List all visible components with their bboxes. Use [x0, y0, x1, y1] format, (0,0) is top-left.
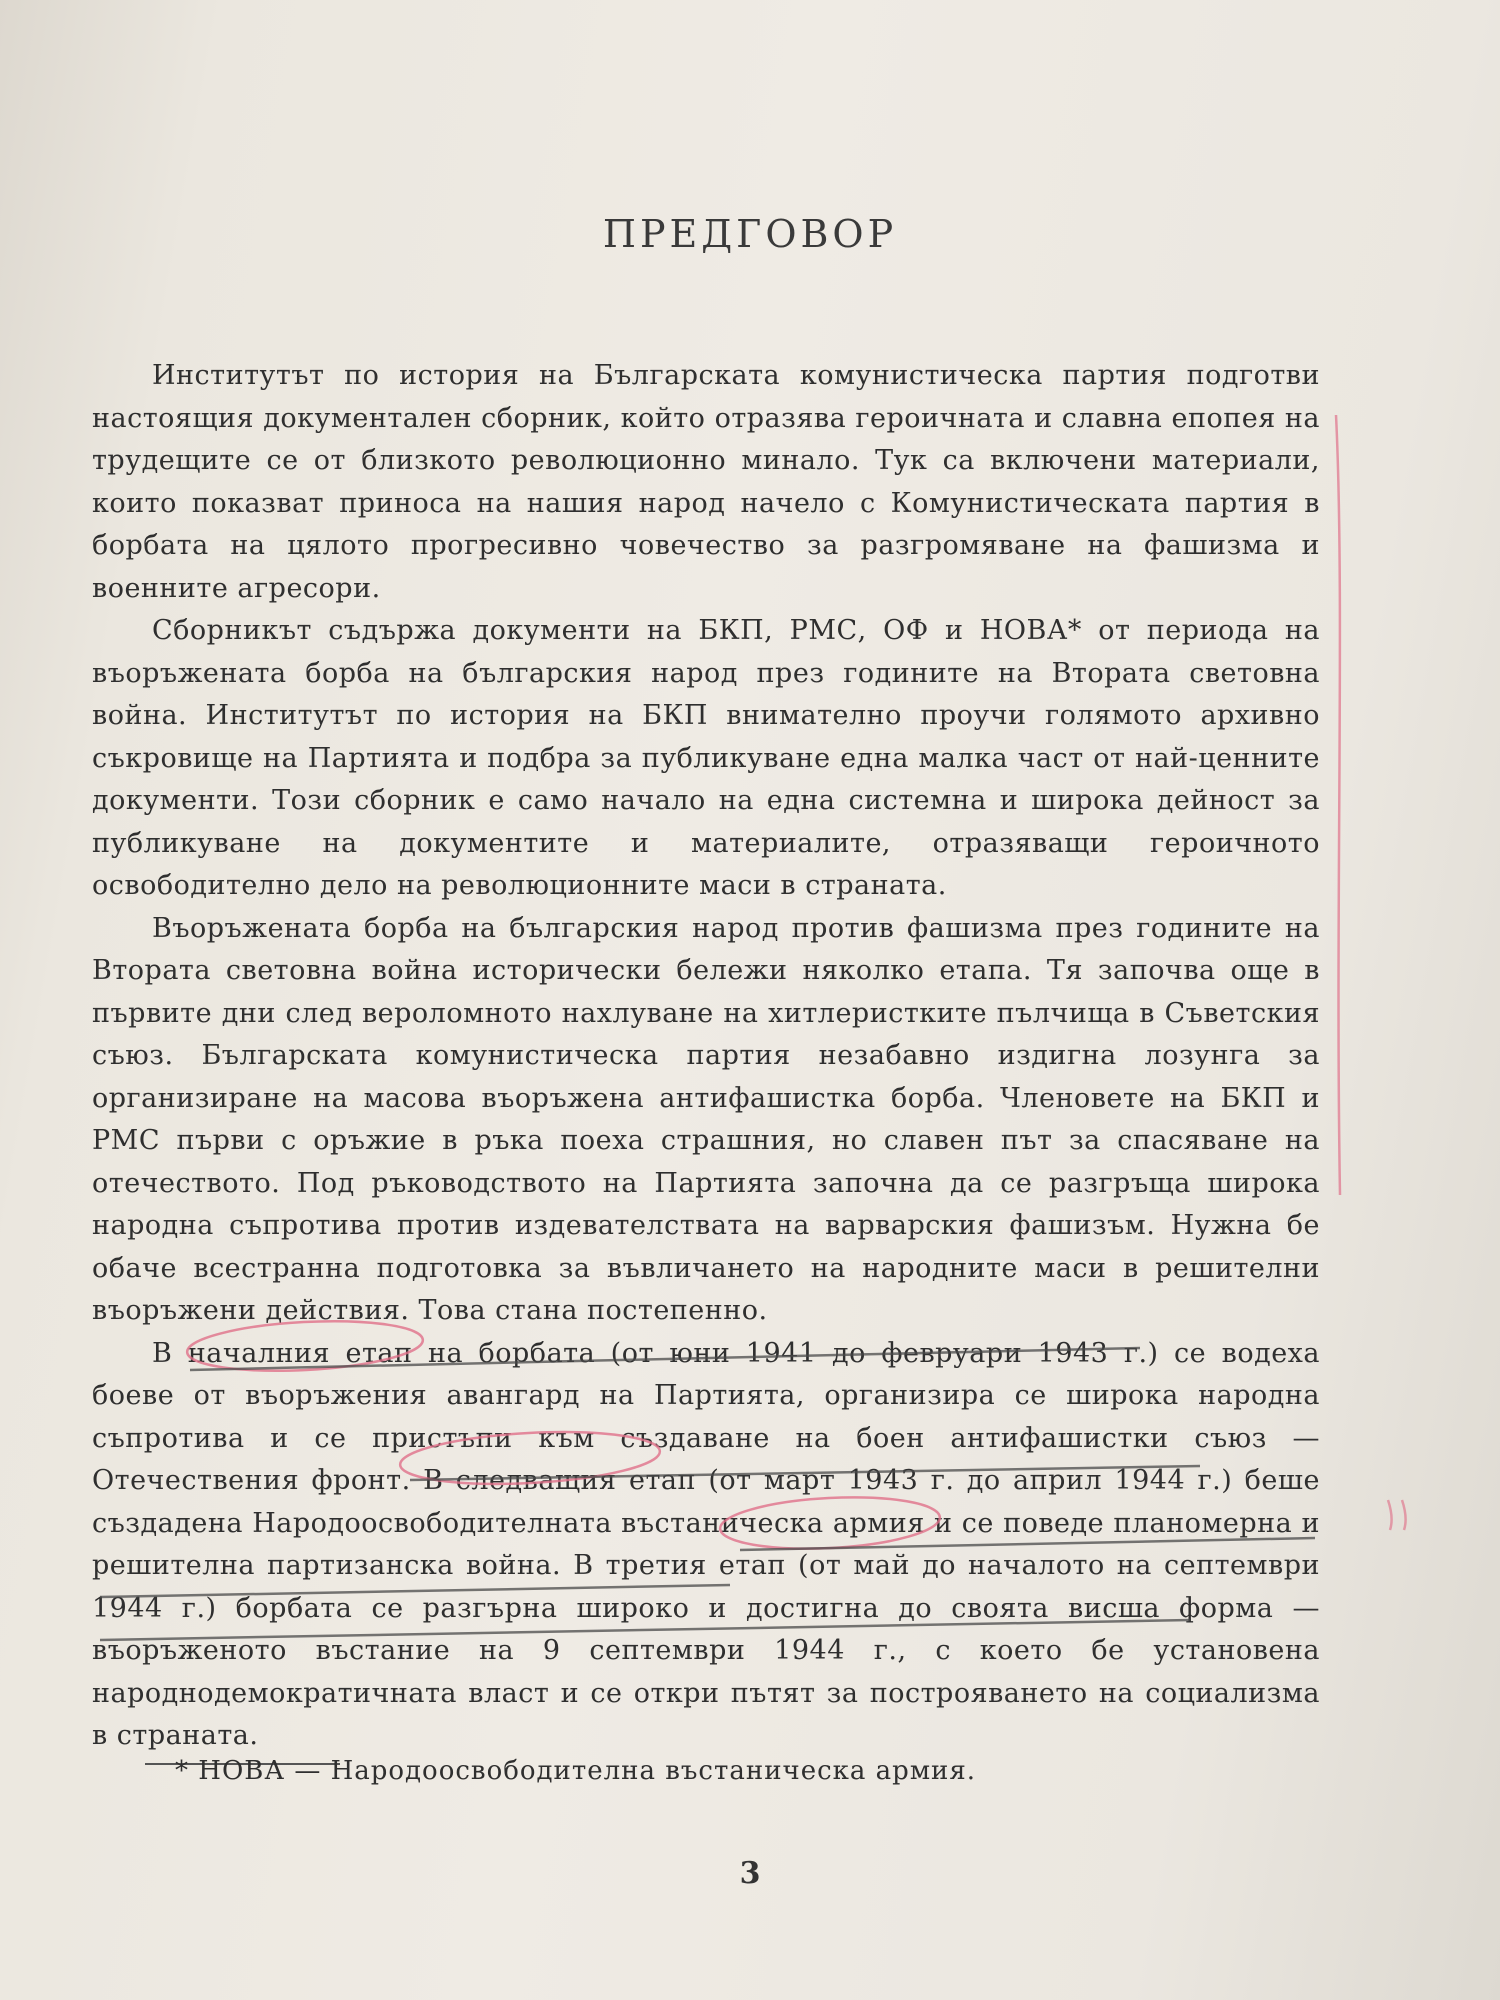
paragraph-1: Институтът по история на Българската комунистическа партия подготви настоящия документален сборник, който отразява героичната и славна епопея на трудещите се от близкото революционно минало. Тук са включени материали, които показват приноса на нашия народ начело с Комунистическата партия в борбата на цялото прогресивно човечество за разгромяване на фашизма и военните агресори.	[92, 360, 1320, 604]
page-number: 3	[739, 1856, 761, 1891]
paragraph-4: В началния етап на борбата (от юни 1941 до февруари 1943 г.) се водеха боеве от въоръжения авангард на Партията, организира се широка народна съпротива и се пристъпи към създаване на боен антифашистки съюз — Отечествения фронт. В следващия етап (от март 1943 г. до април 1944 г.) беше създадена Народоосвободителната въстаническа армия и се поведе планомерна и решителна партизанска война. В третия етап (от май до началото на септември 1944 г.) борбата се разгърна широко и достигна до своята висша форма — въоръженото въстание на 9 септември 1944 г., с което бе установена народнодемократичната власт и се откри пътят за построяването на социализма в страната.	[92, 1337, 1320, 1751]
margin-line-red	[1336, 415, 1340, 1195]
page-title: ПРЕДГОВОР	[602, 212, 898, 256]
underline-3	[740, 1538, 1315, 1550]
underline-4	[100, 1585, 730, 1597]
paragraph-2: Сборникът съдържа документи на БКП, РМС, ОФ и НОВА* от периода на въоръжената борба на българския народ през годините на Втората световна война. Институтът по история на БКП внимателно проучи голямото архивно съкровище на Партията и подбра за публикуване една малка част от най-ценните документи. Този сборник е само начало на една системна и широка дейност за публикуване на документите и материалите, отразяващи героичното освободително дело на революционните маси в страната.	[92, 615, 1320, 901]
underline-2	[410, 1466, 1200, 1480]
underline-1	[190, 1348, 1140, 1370]
underline-5	[100, 1620, 1190, 1640]
footnote: * НОВА — Народоосвободителна въстаническа армия.	[175, 1756, 977, 1786]
circle-annotation-3	[719, 1492, 941, 1553]
margin-mark-red	[1388, 1500, 1406, 1530]
paragraph-3: Въоръжената борба на българския народ против фашизма през годините на Втората световна война исторически бележи няколко етапа. Тя започва още в първите дни след вероломното нахлуване на хитлеристките пълчища в Съветския съюз. Българската комунистическа партия незабавно издигна лозунга за организиране на масова въоръжена антифашистка борба. Членовете на БКП и РМС първи с оръжие в ръка поеха страшния, но славен път за спасяване на отечеството. Под ръководството на Партията започна да се разгръща широка народна съпротива против издевателствата на варварския фашизъм. Нужна бе обаче всестранна подготовка за въвличането на народните маси в решителни въоръжени действия. Това стана постепенно.	[92, 912, 1320, 1326]
